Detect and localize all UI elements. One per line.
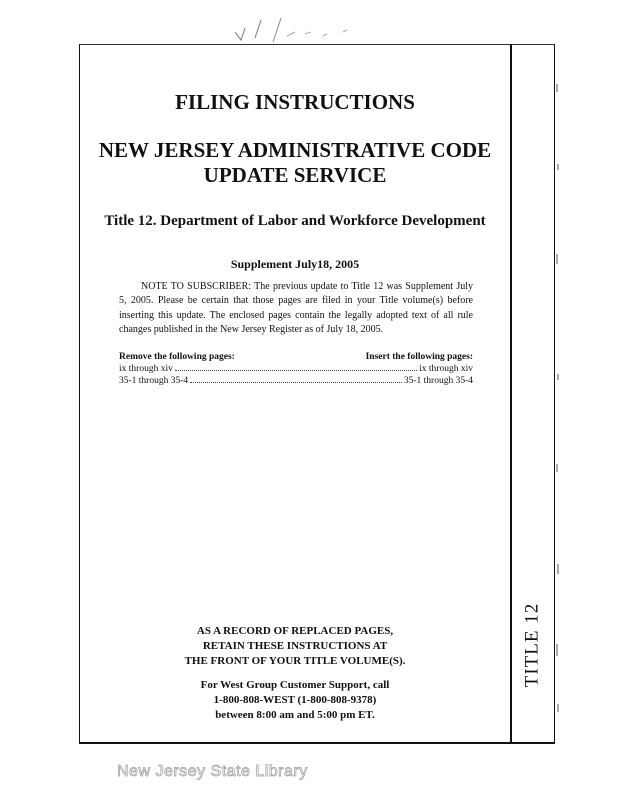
code-title-line-2: UPDATE SERVICE	[203, 163, 387, 187]
note-to-subscriber	[119, 280, 473, 338]
code-title-line-1: NEW JERSEY ADMINISTRATIVE CODE	[98, 138, 492, 162]
dot-leader	[175, 369, 417, 371]
insert-pages: ix through xiv	[419, 364, 473, 374]
code-title	[80, 138, 510, 188]
title-tab-label: TITLE 12	[521, 602, 543, 688]
record-line-1: AS A RECORD OF REPLACED PAGES,	[196, 625, 394, 637]
dot-leader	[190, 381, 402, 383]
title-tab	[510, 560, 555, 730]
note-text: NOTE TO SUBSCRIBER: The previous update to Title 12 was Supplement July 5, 2005. Please be certain that those pages are filed in your Title volume(s) before inserting this update. The enclosed pages contain the legally adopted text of all rule changes published in the New Jersey Register as of July 18, 2005.	[119, 281, 473, 336]
record-line-2: RETAIN THESE INSTRUCTIONS AT	[202, 640, 388, 652]
record-line-3: THE FRONT OF YOUR TITLE VOLUME(S).	[184, 655, 406, 667]
title-line: Title 12. Department of Labor and Workforce Development	[104, 213, 486, 229]
support-line-1: For West Group Customer Support, call	[200, 679, 390, 691]
customer-support-notice	[80, 678, 510, 723]
library-watermark: New Jersey State Library	[117, 763, 308, 780]
support-line-3: between 8:00 am and 5:00 pm ET.	[215, 709, 375, 721]
table-row	[119, 376, 473, 386]
pages-table-header	[119, 352, 473, 362]
page-edge-marks	[556, 44, 560, 744]
remove-pages: 35-1 through 35-4	[119, 376, 189, 386]
remove-pages: ix through xiv	[119, 364, 173, 374]
record-notice	[80, 624, 510, 669]
filing-instructions-heading: FILING INSTRUCTIONS	[175, 90, 415, 114]
table-row	[119, 364, 473, 374]
support-line-2: 1-800-808-WEST (1-800-808-9378)	[213, 694, 377, 706]
supplement-date: Supplement July18, 2005	[230, 257, 360, 271]
insert-pages: 35-1 through 35-4	[403, 376, 473, 386]
pages-table	[119, 352, 473, 386]
insert-header: Insert the following pages:	[365, 352, 473, 362]
remove-header: Remove the following pages:	[119, 352, 235, 362]
